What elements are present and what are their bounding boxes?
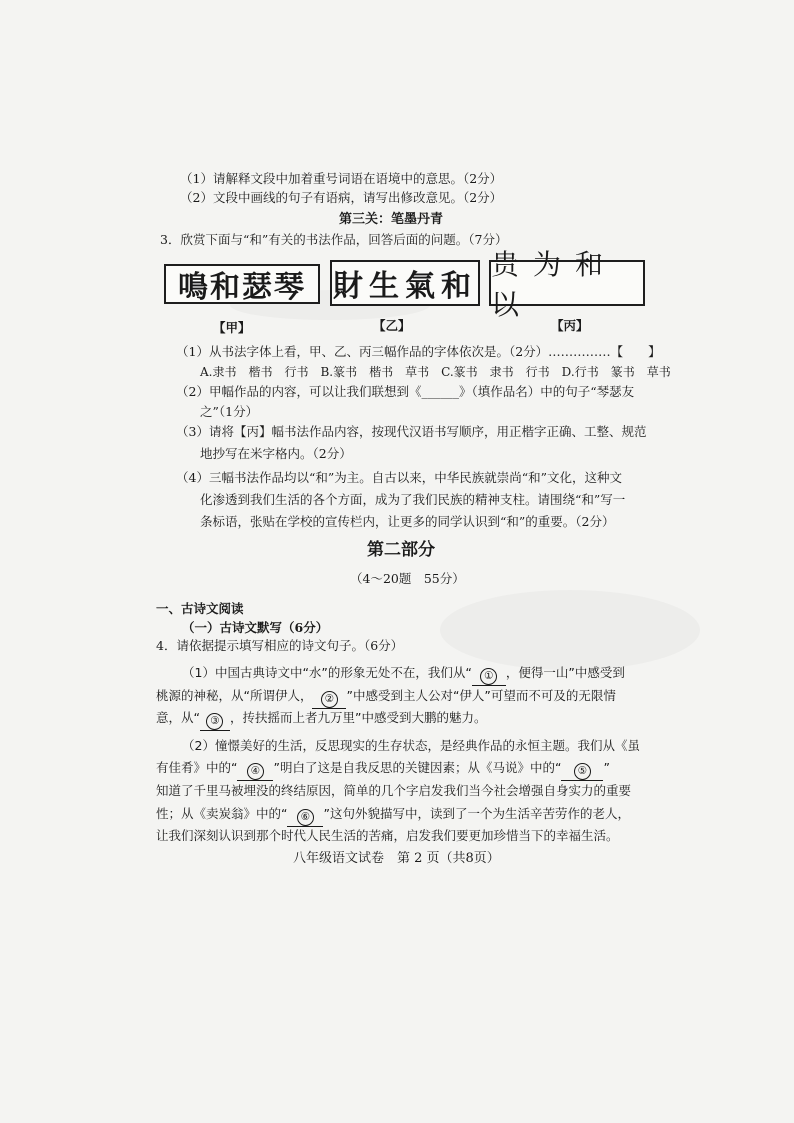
calligraphy-bing: 贵为和以 — [489, 260, 645, 306]
q3-3-b: 地抄写在米字格内。（2分） — [200, 446, 352, 461]
calligraphy-jia: 鳴和瑟琴 — [164, 264, 320, 304]
poem-text: （1）中国古典诗文中“水”的形象无处不在，我们从“ — [182, 665, 472, 680]
q3-2-b: 之”（1分） — [200, 404, 259, 419]
poem-text: ”这句外貌描写中，读到了一个为生活辛苦劳作的老人， — [323, 806, 630, 821]
poem-line: （2）憧憬美好的生活，反思现实的生存状态，是经典作品的永恒主题。我们从《虽 — [182, 738, 640, 753]
q2-sub1: （1）请解释文段中加着重号词语在语境中的意思。（2分） — [180, 171, 503, 186]
answer-blank[interactable] — [200, 712, 230, 731]
poem-text: ，抟扶摇而上者九万里”中感受到大鹏的魅力。 — [229, 710, 487, 725]
poem-text: ”明白了这是自我反思的关键因素；从《马说》中的“ — [273, 760, 562, 775]
scan-smudge — [440, 590, 700, 670]
blank-number-2: ② — [321, 691, 338, 708]
poem-text: 意，从“ — [156, 710, 200, 725]
answer-blank[interactable] — [237, 762, 273, 781]
reading-heading: 一、古诗文阅读 — [156, 601, 244, 616]
q3-stem: 3．欣赏下面与“和”有关的书法作品，回答后面的问题。（7分） — [160, 232, 508, 247]
poem-line — [156, 808, 630, 827]
label-bing: 【丙】 — [551, 318, 589, 333]
answer-blank[interactable] — [287, 808, 323, 827]
blank-number-5: ⑤ — [574, 763, 591, 780]
q3-4-b: 化渗透到我们生活的各个方面，成为了我们民族的精神支柱。请围绕“和”写一 — [200, 492, 626, 507]
reading-subheading: （一）古诗文默写（6分） — [182, 620, 329, 635]
answer-blank[interactable] — [312, 690, 346, 709]
poem-text: ”中感受到主人公对“伊人”可望而不可及的无限情 — [346, 688, 616, 703]
calligraphy-yi: 財生氣和 — [330, 260, 480, 306]
blank-number-1: ① — [480, 668, 497, 685]
poem-text: 有佳肴》中的“ — [156, 760, 238, 775]
q3-1-options: A.隶书 楷书 行书 B.篆书 楷书 草书 C.篆书 隶书 行书 D.行书 篆书 草书 — [200, 365, 671, 379]
part-title: 第二部分 — [367, 540, 435, 560]
q2-sub2: （2）文段中画线的句子有语病，请写出修改意见。（2分） — [180, 190, 503, 205]
poem-line — [156, 712, 486, 731]
poem-line: 让我们深刻认识到那个时代人民生活的苦痛，启发我们要更加珍惜当下的幸福生活。 — [156, 828, 619, 843]
poem-text: ” — [603, 760, 610, 775]
blank-number-3: ③ — [206, 713, 223, 730]
q3-4-c: 条标语，张贴在学校的宣传栏内，让更多的同学认识到“和”的重要。（2分） — [200, 514, 615, 529]
q4-stem: 4．请依据提示填写相应的诗文句子。（6分） — [156, 638, 404, 653]
q3-1: （1）从书法字体上看，甲、乙、丙三幅作品的字体依次是。（2分）……………【 】 — [176, 344, 661, 359]
page-footer: 八年级语文试卷 第 2 页（共8页） — [293, 851, 500, 866]
blank-number-6: ⑥ — [297, 809, 314, 826]
poem-line — [156, 690, 616, 709]
blank-number-4: ④ — [247, 763, 264, 780]
section-title: 第三关：笔墨丹青 — [339, 212, 444, 227]
label-jia: 【甲】 — [213, 320, 251, 335]
q3-4-a: （4）三幅书法作品均以“和”为主。自古以来，中华民族就崇尚“和”文化，这种文 — [176, 470, 623, 485]
poem-text: ，便得一山”中感受到 — [505, 665, 625, 680]
label-yi: 【乙】 — [373, 318, 411, 333]
answer-blank[interactable] — [561, 762, 603, 781]
part-subtitle: （4～20题 55分） — [350, 571, 465, 586]
poem-text: 性；从《卖炭翁》中的“ — [156, 806, 288, 821]
q3-3-a: （3）请将【丙】幅书法作品内容，按现代汉语书写顺序，用正楷字正确、工整、规范 — [176, 424, 647, 439]
poem-line: 知道了千里马被埋没的终结原因，简单的几个字启发我们当今社会增强自身实力的重要 — [156, 783, 632, 798]
q3-2-a: （2）甲幅作品的内容，可以让我们联想到《______》（填作品名）中的句子“琴瑟友 — [176, 384, 635, 399]
poem-text: 桃源的神秘，从“所谓伊人， — [156, 688, 313, 703]
poem-line — [156, 762, 610, 781]
answer-blank[interactable] — [472, 667, 506, 686]
poem-line — [182, 667, 625, 686]
